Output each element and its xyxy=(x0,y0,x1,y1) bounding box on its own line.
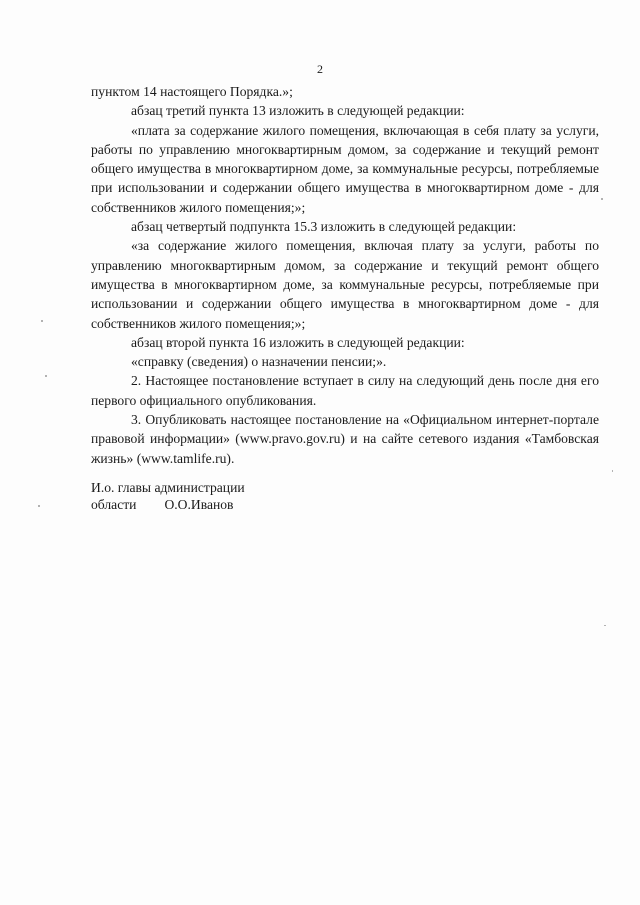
paragraph: 3. Опубликовать настоящее постановление на «Официальном интернет-портале правовой информации» (www.pravo.gov.ru) и на сайте сетевого издания «Тамбовская жизнь» (www.tamlife.ru). xyxy=(91,412,599,466)
paragraph: 2. Настоящее постановление вступает в силу на следующий день после дня его первого официального опубликования. xyxy=(91,373,599,408)
signature-position-region: области xyxy=(91,497,137,512)
signature-block xyxy=(91,479,245,513)
paragraph: пунктом 14 настоящего Порядка.»; xyxy=(91,84,293,99)
document-body xyxy=(91,82,599,468)
signature-position-line xyxy=(91,496,245,513)
scan-speck xyxy=(41,320,43,322)
scan-speck xyxy=(601,198,603,200)
paragraph: «за содержание жилого помещения, включая плату за услуги, работы по управлению многоквартирным домом, за содержание и текущий ремонт общего имущества в многоквартирном доме, за коммунальные ресурсы, потребляемые при использовании и содержании общего имущества в многоквартирном доме - для собственников жилого помещения;»; xyxy=(91,238,599,331)
paragraph: абзац четвертый подпункта 15.3 изложить в следующей редакции: xyxy=(131,219,517,235)
page-number: 2 xyxy=(317,62,323,76)
scan-speck xyxy=(38,505,40,507)
paragraph: абзац второй пункта 16 изложить в следующей редакции: xyxy=(131,334,465,350)
scan-speck xyxy=(45,375,47,377)
paragraph: «справку (сведения) о назначении пенсии;». xyxy=(131,354,387,370)
scan-speck xyxy=(604,625,606,626)
scan-speck xyxy=(612,470,613,472)
paragraph: абзац третий пункта 13 изложить в следующей редакции: xyxy=(131,103,465,119)
signatory-name: О.О.Иванов xyxy=(164,497,234,512)
paragraph: «плата за содержание жилого помещения, включающая в себя плату за услуги, работы по управлению многоквартирным домом, за содержание и текущий ремонт общего имущества в многоквартирном доме, за коммунальные ресурсы, потребляемые при использовании и содержании общего имущества в многоквартирном доме - для собственников жилого помещения;»; xyxy=(91,122,599,215)
signature-position-line: И.о. главы администрации xyxy=(91,480,245,495)
